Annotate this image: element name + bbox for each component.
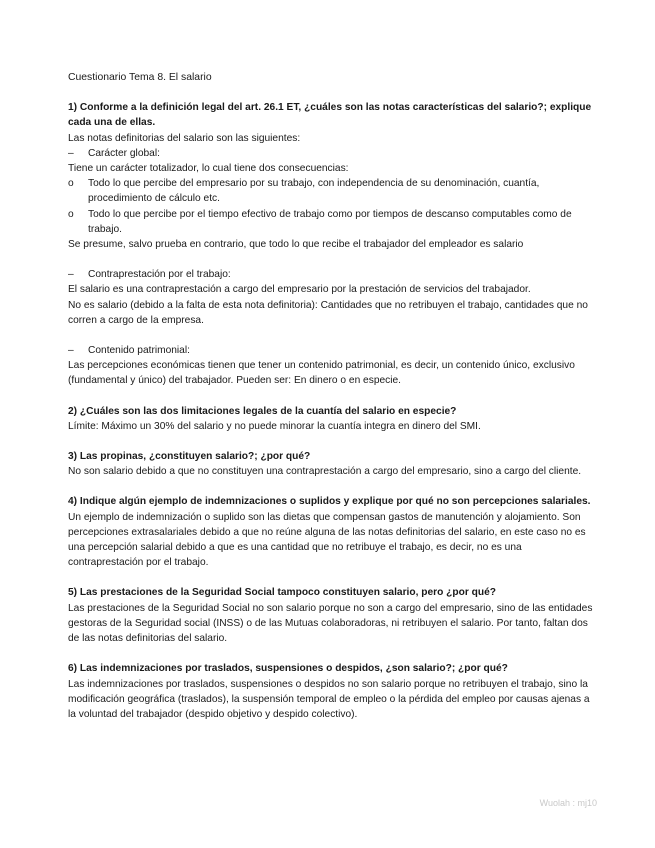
dash-bullet: – — [68, 345, 74, 357]
question-6: 6) Las indemnizaciones por traslados, suspensiones o despidos, ¿son salario?; ¿por qué? — [68, 663, 508, 675]
question-1: 1) Conforme a la definición legal del art. 26.1 ET, ¿cuáles son las notas características del salario?; explique cada una de ellas. — [68, 102, 592, 129]
answer-3: No son salario debido a que no constituyen una contraprestación a cargo del empresario, sino a cargo del cliente. — [68, 466, 582, 478]
note-global-sub-1 — [68, 176, 598, 206]
note-global-closing: Se presume, salvo prueba en contrario, que todo lo que recibe el trabajador del empleador es salario — [68, 239, 524, 251]
document-title: Cuestionario Tema 8. El salario — [68, 72, 212, 83]
question-1-section — [68, 100, 598, 388]
question-5-section — [68, 585, 598, 646]
note-contraprestacion-heading: Contraprestación por el trabajo: — [88, 269, 231, 281]
question-2: 2) ¿Cuáles son las dos limitaciones legales de la cuantía del salario en especie? — [68, 405, 457, 417]
answer-2: Límite: Máximo un 30% del salario y no puede minorar la cuantía integra en dinero del SMI. — [68, 420, 481, 432]
question-1-intro: Las notas definitorias del salario son las siguientes: — [68, 132, 301, 144]
dash-bullet: – — [68, 269, 74, 281]
note-patrimonial-text: Las percepciones económicas tienen que tener un contenido patrimonial, es decir, un contenido único, exclusivo (fundamental y único) del trabajador. Pueden ser: En dinero o en especie. — [68, 360, 575, 387]
question-5: 5) Las prestaciones de la Seguridad Social tampoco constituyen salario, pero ¿por qué? — [68, 587, 496, 599]
question-4: 4) Indique algún ejemplo de indemnizaciones o suplidos y explique por qué no son percepciones salariales. — [68, 496, 591, 508]
note-patrimonial-heading: Contenido patrimonial: — [88, 345, 190, 357]
note-global — [68, 146, 598, 161]
question-2-section — [68, 404, 598, 434]
note-contraprestacion-text-1: El salario es una contraprestación a cargo del empresario por la prestación de servicios del trabajador. — [68, 284, 531, 296]
circle-bullet: o — [68, 178, 74, 190]
watermark-footer: Wuolah : mj10 — [539, 798, 597, 808]
circle-bullet: o — [68, 208, 74, 220]
note-contraprestacion — [68, 267, 598, 282]
note-global-sub-2-text: Todo lo que percibe por el tiempo efectivo de trabajo como por tiempos de descanso computables como de trabajo. — [88, 208, 572, 235]
note-global-sub-1-text: Todo lo que percibe del empresario por su trabajo, con independencia de su denominación, cuantía, procedimiento de cálculo etc. — [88, 178, 540, 205]
question-3: 3) Las propinas, ¿constituyen salario?; ¿por qué? — [68, 451, 311, 463]
note-global-sub-2 — [68, 207, 598, 237]
question-3-section — [68, 449, 598, 479]
question-6-section — [68, 661, 598, 722]
question-4-section — [68, 494, 598, 570]
note-patrimonial — [68, 343, 598, 358]
answer-5: Las prestaciones de la Seguridad Social no son salario porque no son a cargo del empresario, sino de las entidades gestoras de la Seguridad social (INSS) o de las Mutuas colaboradoras, ni retribuyen el salario. Por tanto, faltan dos de las notas definitorias del salario. — [68, 602, 593, 645]
note-contraprestacion-text-2: No es salario (debido a la falta de esta nota definitoria): Cantidades que no retribuyen el trabajo, cantidades que no corren a cargo de la empresa. — [68, 299, 588, 326]
note-global-text: Tiene un carácter totalizador, lo cual tiene dos consecuencias: — [68, 163, 349, 175]
answer-4: Un ejemplo de indemnización o suplido son las dietas que compensan gastos de manutención y alojamiento. Son percepciones extrasalariales debido a que no reúne alguna de las notas definitorias del salario, en este caso no es una percepción salarial debido a que es una cantidad que no retribuye el trabajo, es decir, no es una contraprestación por el trabajo. — [68, 511, 586, 569]
answer-6: Las indemnizaciones por traslados, suspensiones o despidos no son salario porque no retribuyen el trabajo, sino la modificación geográfica (traslados), la suspensión temporal de empleo o la pérdida del empleo por causas ajenas a la voluntad del trabajador (despido objetivo y despido colectivo). — [68, 678, 590, 720]
note-global-heading: Carácter global: — [88, 147, 160, 159]
dash-bullet: – — [68, 147, 74, 159]
document-page — [68, 70, 598, 737]
